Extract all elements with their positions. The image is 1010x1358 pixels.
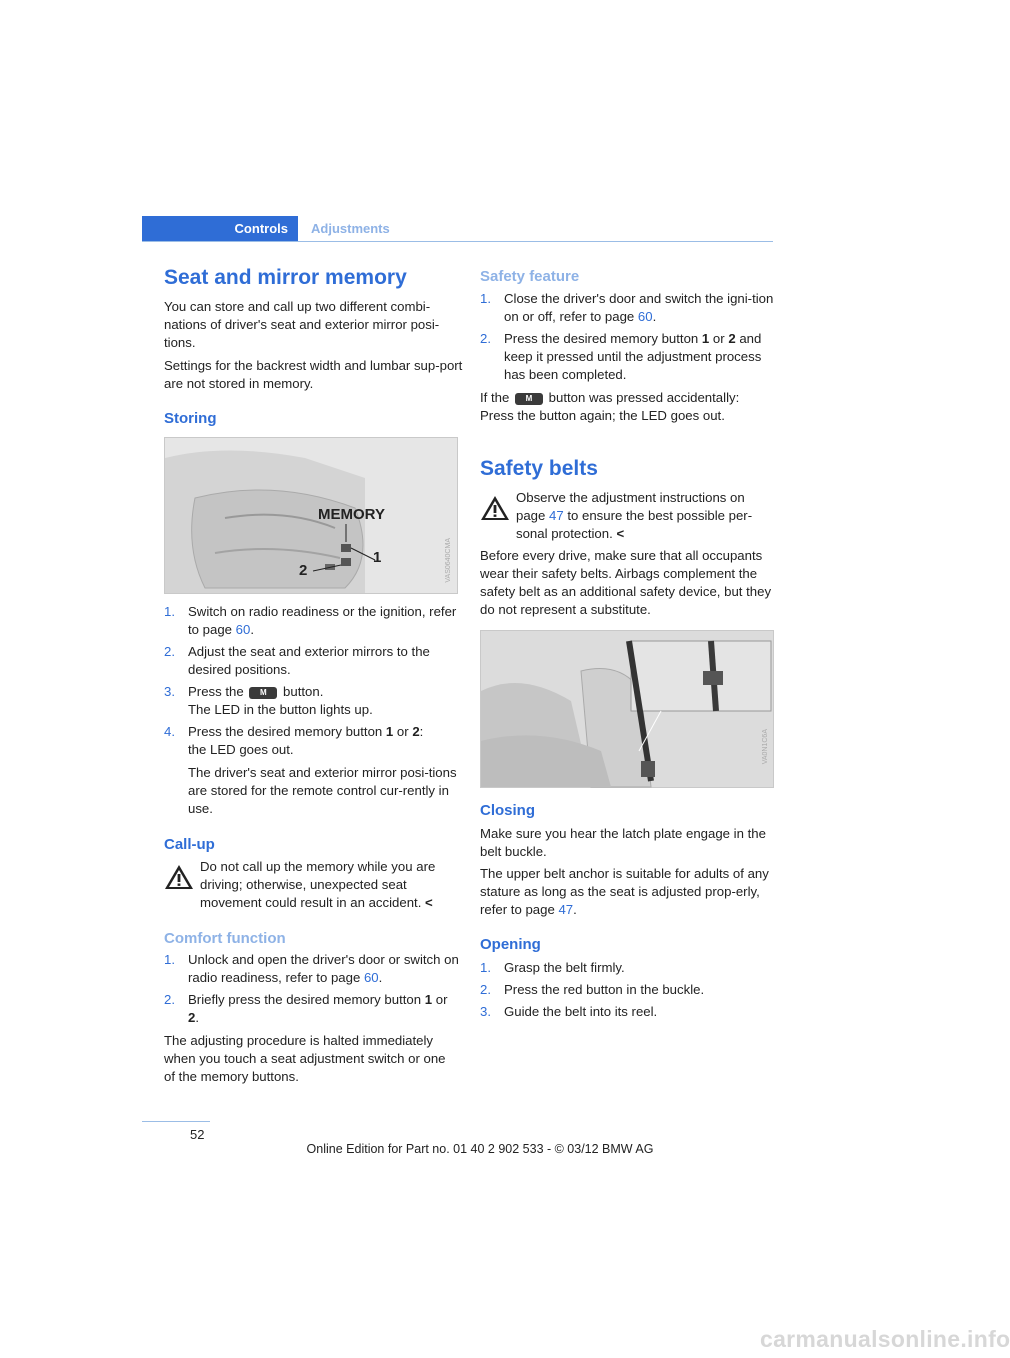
figure-code: VA0N1C6A xyxy=(762,729,769,765)
page-link-60[interactable]: 60 xyxy=(637,309,653,324)
safety-belt-figure xyxy=(480,630,774,788)
end-mark: < xyxy=(616,526,625,541)
figure-label-memory: MEMORY xyxy=(318,506,385,523)
page-link-60[interactable]: 60 xyxy=(363,970,379,985)
figure-code: VAS0640CMA xyxy=(445,538,452,583)
page-link-47[interactable]: 47 xyxy=(549,508,564,523)
step-text: Unlock and open the driver's door or switch on radio readiness, refer to page xyxy=(188,952,459,985)
step-text-post: and keep it pressed until the adjustment process has been completed. xyxy=(504,331,762,382)
or-text: or xyxy=(432,992,448,1007)
safety-feature-heading: Safety feature xyxy=(480,268,580,285)
step-text: Press the desired memory button xyxy=(504,331,702,346)
list-item xyxy=(164,951,460,987)
page-link-60[interactable]: 60 xyxy=(235,622,251,637)
step-text-line2: the LED goes out. xyxy=(188,742,294,757)
watermark: carmanualsonline.info xyxy=(760,1326,1010,1352)
header-tab-controls: Controls xyxy=(142,216,298,242)
step-text-post: button. xyxy=(279,684,324,699)
header-rule xyxy=(142,241,773,242)
step-text: Press the desired memory button xyxy=(188,724,386,739)
accidental-press-note xyxy=(480,389,774,425)
step-number: 2. xyxy=(480,331,491,346)
callup-heading: Call-up xyxy=(164,836,215,853)
step-number: 2. xyxy=(480,982,491,997)
footer-rule xyxy=(142,1121,210,1122)
list-item xyxy=(480,330,776,384)
header-tab-adjustments: Adjustments xyxy=(311,221,390,236)
step-number: 1. xyxy=(480,960,491,975)
button-1-label: 1 xyxy=(385,724,394,739)
step-number: 1. xyxy=(480,291,491,306)
list-item xyxy=(480,290,776,326)
step-end: . xyxy=(652,309,657,324)
closing-text-end: . xyxy=(573,902,577,917)
comfort-steps xyxy=(164,951,460,1031)
button-1-label: 1 xyxy=(424,992,433,1007)
step-text: Switch on radio readiness or the ignition, refer to page xyxy=(188,604,457,637)
step-text-post: . xyxy=(195,1010,200,1025)
closing-text: The upper belt anchor is suitable for adults of any stature as long as the seat is adjusted prop-erly, refer to page xyxy=(480,866,769,917)
memory-button-icon: M xyxy=(249,687,277,699)
list-item xyxy=(164,991,460,1027)
opening-heading: Opening xyxy=(480,936,541,953)
closing-heading: Closing xyxy=(480,802,535,819)
step-number: 3. xyxy=(480,1004,491,1019)
step-text: Press the red button in the buckle. xyxy=(504,982,705,997)
button-2-label: 2 xyxy=(728,331,736,346)
list-item xyxy=(480,959,774,977)
intro-paragraph-1: You can store and call up two different combi-nations of driver's seat and exterior mirror posi-tions. xyxy=(164,299,440,350)
note-text-pre: If the xyxy=(480,390,513,405)
opening-steps xyxy=(480,959,774,1025)
warning-triangle-icon xyxy=(480,495,510,521)
button-2-label: 2 xyxy=(412,724,420,739)
step-number: 2. xyxy=(164,644,175,659)
callup-warning-lines xyxy=(200,858,458,912)
step-number: 1. xyxy=(164,604,175,619)
storing-note: The driver's seat and exterior mirror posi-tions are stored for the remote control cur-rently in use. xyxy=(188,765,457,816)
end-mark: < xyxy=(425,895,433,910)
list-item xyxy=(164,603,460,639)
storing-steps xyxy=(164,603,460,763)
list-item xyxy=(480,981,774,999)
intro-paragraph-2: Settings for the backrest width and lumbar sup-port are not stored in memory. xyxy=(164,358,463,391)
page-title: Seat and mirror memory xyxy=(164,266,407,289)
button-2-label: 2 xyxy=(188,1010,196,1025)
step-number: 4. xyxy=(164,724,175,739)
step-text-post: : xyxy=(419,724,424,739)
step-text: Adjust the seat and exterior mirrors to the desired positions. xyxy=(188,644,430,677)
step-text: Grasp the belt firmly. xyxy=(504,960,625,975)
list-item xyxy=(480,1003,774,1021)
storing-heading: Storing xyxy=(164,410,217,427)
or-text: or xyxy=(393,724,413,739)
note-text-post: button was pressed accidentally: Press the button again; the LED goes out. xyxy=(480,390,740,423)
step-end: . xyxy=(378,970,383,985)
step-text-line2: The LED in the button lights up. xyxy=(188,702,373,717)
step-text: Press the xyxy=(188,684,248,699)
figure-label-2: 2 xyxy=(299,562,308,579)
seat-illustration xyxy=(165,438,457,593)
closing-paragraph-2 xyxy=(480,865,774,919)
comfort-note: The adjusting procedure is halted immediately when you touch a seat adjustment switch or one of the memory buttons. xyxy=(164,1033,446,1084)
button-1-label: 1 xyxy=(701,331,710,346)
or-text: or xyxy=(709,331,729,346)
list-item xyxy=(164,643,460,679)
safety-steps xyxy=(480,290,776,388)
step-text: Briefly press the desired memory button xyxy=(188,992,425,1007)
belt-illustration xyxy=(481,631,773,787)
step-number: 2. xyxy=(164,992,175,1007)
seat-memory-figure xyxy=(164,437,458,594)
comfort-heading: Comfort function xyxy=(164,930,286,947)
closing-paragraph-1: Make sure you hear the latch plate engage in the belt buckle. xyxy=(480,826,766,859)
belts-warning-text: Observe the adjustment instructions on page xyxy=(516,490,745,523)
list-item xyxy=(164,683,460,719)
belts-paragraph: Before every drive, make sure that all occupants wear their safety belts. Airbags complement the safety belt as an additional safety device, but they do not represent a substitute. xyxy=(480,548,772,617)
step-text: Guide the belt into its reel. xyxy=(504,1004,658,1019)
step-end: . xyxy=(250,622,255,637)
safety-belts-title: Safety belts xyxy=(480,457,598,480)
edition-footer: Online Edition for Part no. 01 40 2 902 533 - © 03/12 BMW AG xyxy=(306,1142,654,1156)
callup-warning-text: Do not call up the memory while you are driving; otherwise, unexpected seat movement could result in an accident. xyxy=(200,859,436,910)
warning-triangle-icon xyxy=(164,864,194,890)
memory-button-icon: M xyxy=(515,393,543,405)
belts-warning xyxy=(516,489,774,543)
list-item xyxy=(164,723,460,759)
belts-warning-text-post: to ensure the best possible per-sonal protection. xyxy=(516,508,753,541)
figure-label-1: 1 xyxy=(373,549,382,566)
step-number: 1. xyxy=(164,952,175,967)
page-link-47[interactable]: 47 xyxy=(558,902,574,917)
page-number: 52 xyxy=(190,1127,205,1142)
step-number: 3. xyxy=(164,684,175,699)
step-text: Close the driver's door and switch the igni-tion on or off, refer to page xyxy=(504,291,774,324)
